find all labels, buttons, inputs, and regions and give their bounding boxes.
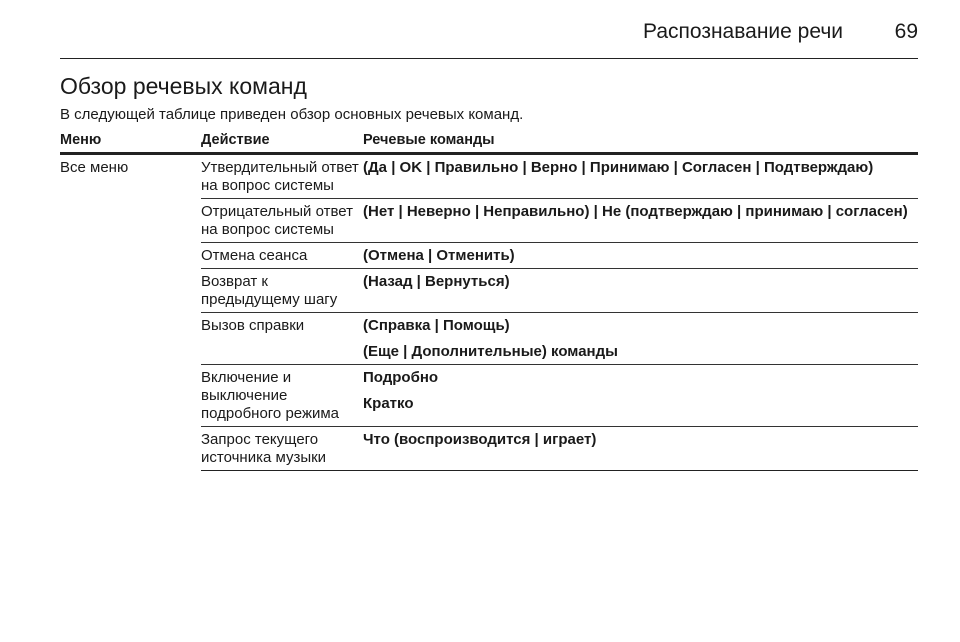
action-cell [201,243,363,269]
action-label: Отрицательный ответ на вопрос системы [201,203,353,238]
action-label: Утвердительный ответ на вопрос системы [201,159,359,194]
table-row [60,154,918,199]
command-text: Подробно [363,369,439,386]
command-text: (Да | OK | Правильно | Верно | Принимаю | Согласен | Подтверждаю) [363,159,874,176]
table-header-row [60,131,918,154]
command-text: Кратко [363,395,414,412]
commands-cell [363,199,918,243]
commands-cell [363,154,918,199]
action-cell [201,365,363,427]
action-cell [201,313,363,365]
action-label: Вызов справки [201,317,305,334]
action-cell [201,427,363,471]
action-cell [201,269,363,313]
command-text: (Еще | Дополнительные) команды [363,343,618,360]
column-header-action: Действие [201,131,363,154]
menu-cell [60,154,201,471]
section-title: Обзор речевых команд [60,73,307,99]
section-intro: В следующей таблице приведен обзор основных речевых команд. [60,106,524,123]
page-header [60,14,918,59]
header-title: Распознавание речи [643,20,843,43]
menu-label: Все меню [60,159,129,176]
command-text: Что (воспроизводится | играет) [363,431,597,448]
commands-cell [363,313,918,365]
action-label: Отмена сеанса [201,247,308,264]
page-number: 69 [894,20,918,43]
commands-cell [363,365,918,427]
column-header-commands: Речевые команды [363,131,918,154]
command-text: (Справка | Помощь) [363,317,510,334]
action-label: Включение и выключение подробного режима [201,369,340,422]
action-cell [201,154,363,199]
action-label: Возврат к предыдущему шагу [201,273,338,308]
column-header-menu: Меню [60,131,201,154]
action-label: Запрос текущего источника музыки [201,431,327,466]
commands-cell [363,243,918,269]
command-text: (Назад | Вернуться) [363,273,510,290]
commands-cell [363,427,918,471]
action-cell [201,199,363,243]
commands-cell [363,269,918,313]
voice-commands-table [60,131,918,471]
command-text: (Отмена | Отменить) [363,247,515,264]
command-text: (Нет | Неверно | Неправильно) | Не (подтверждаю | принимаю | согласен) [363,203,908,220]
